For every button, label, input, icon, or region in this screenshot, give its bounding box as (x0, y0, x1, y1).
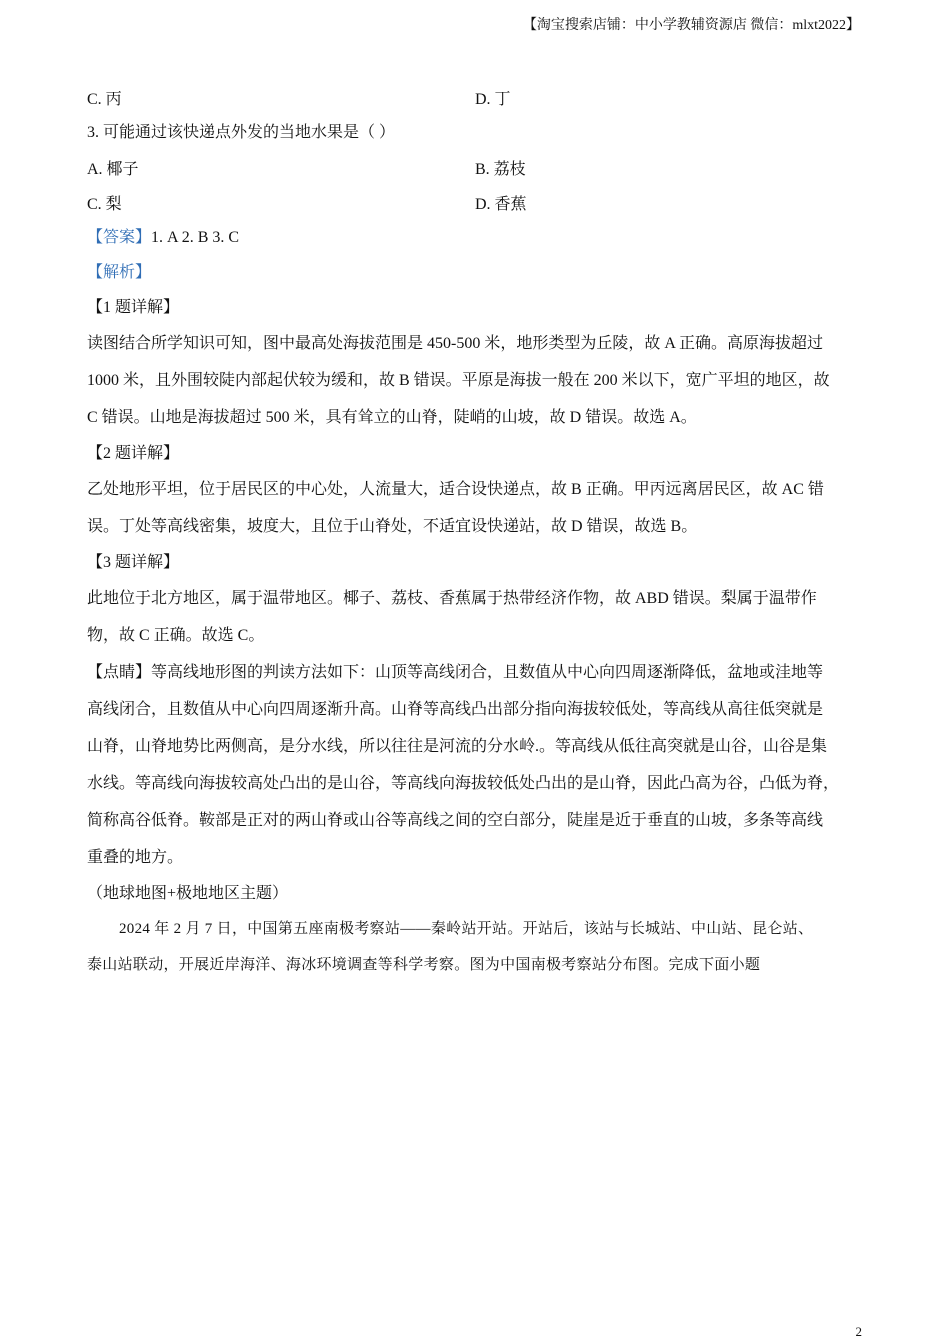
q1-line: C 错误。山地是海拔超过 500 米，具有耸立的山脊，陡峭的山坡，故 D 错误。故选 A。 (87, 409, 697, 426)
tip-section (87, 654, 867, 876)
q1-detail-title: 【1 题详解】 (87, 299, 180, 316)
options-row-prev (87, 80, 867, 115)
q3-line: 物，故 C 正确。故选 C。 (87, 627, 265, 644)
q3-options-row-1 (87, 150, 867, 185)
intro-line: 2024 年 2 月 7 日，中国第五座南极考察站——秦岭站开站。开站后，该站与长城站、中山站、昆仑站、 (119, 921, 814, 937)
q2-line: 乙处地形平坦，位于居民区的中心处，人流量大，适合设快递点，故 B 正确。甲丙远离居民区，故 AC 错 (87, 481, 824, 498)
intro-line: 泰山站联动，开展近岸海洋、海冰环境调查等科学考察。图为中国南极考察站分布图。完成下面小题 (87, 957, 761, 973)
q1-line: 读图结合所学知识可知，图中最高处海拔范围是 450-500 米，地形类型为丘陵，故 A 正确。高原海拔超过 (87, 335, 824, 352)
q2-detail-title: 【2 题详解】 (87, 445, 180, 462)
q3-detail-title: 【3 题详解】 (87, 554, 180, 571)
option-d-prev: D. 丁 (475, 91, 511, 108)
page-header: 【淘宝搜索店铺：中小学教辅资源店 微信：mlxt2022】 (522, 18, 860, 33)
tip-label: 【点睛】 (87, 664, 152, 681)
q3-options-row-2 (87, 185, 867, 220)
tip-line-1 (87, 654, 867, 691)
q3-line: 此地位于北方地区，属于温带地区。椰子、荔枝、香蕉属于热带经济作物，故 ABD 错误。梨属于温带作 (87, 590, 817, 607)
q1-line: 1000 米，且外围较陡内部起伏较为缓和，故 B 错误。平原是海拔一般在 200 米以下，宽广平坦的地区，故 (87, 372, 830, 389)
q3-option-d: D. 香蕉 (475, 196, 527, 213)
answer-text: 1. A 2. B 3. C (151, 229, 240, 246)
answer-line (87, 220, 867, 255)
q3-option-a: A. 椰子 (87, 161, 139, 178)
analysis-label: 【解析】 (87, 264, 152, 281)
intro-paragraph (87, 911, 867, 983)
q2-detail-text (87, 471, 867, 545)
answer-label: 【答案】 (87, 229, 152, 246)
document-body (87, 80, 867, 983)
q3-detail-text (87, 580, 867, 654)
question-3-stem: 3. 可能通过该快递点外发的当地水果是（ ） (87, 124, 396, 141)
tip-line: 简称高谷低脊。鞍部是正对的两山脊或山谷等高线之间的空白部分，陡崖是近于垂直的山坡，多条等高线 (87, 812, 824, 829)
q2-line: 误。丁处等高线密集，坡度大，且位于山脊处，不适宜设快递站，故 D 错误，故选 B。 (87, 518, 698, 535)
page-number: 2 (855, 1324, 862, 1339)
q3-option-c: C. 梨 (87, 196, 122, 213)
tip-line: 山脊，山脊地势比两侧高，是分水线，所以往往是河流的分水岭.。等高线从低往高突就是山谷，山谷是集 (87, 738, 828, 755)
tip-line: 水线。等高线向海拔较高处凸出的是山谷，等高线向海拔较低处凸出的是山脊，因此凸高为谷，凸低为脊， (87, 775, 840, 792)
option-c-prev: C. 丙 (87, 91, 122, 108)
topic-label: （地球地图+极地地区主题） (87, 885, 289, 902)
tip-line: 重叠的地方。 (87, 849, 184, 866)
tip-line: 高线闭合，且数值从中心向四周逐渐升高。山脊等高线凸出部分指向海拔较低处，等高线从高往低突就是 (87, 701, 824, 718)
tip-line-text: 等高线地形图的判读方法如下：山顶等高线闭合，且数值从中心向四周逐渐降低，盆地或洼地等 (151, 664, 824, 681)
q3-option-b: B. 荔枝 (475, 161, 526, 178)
q1-detail-text (87, 325, 867, 436)
